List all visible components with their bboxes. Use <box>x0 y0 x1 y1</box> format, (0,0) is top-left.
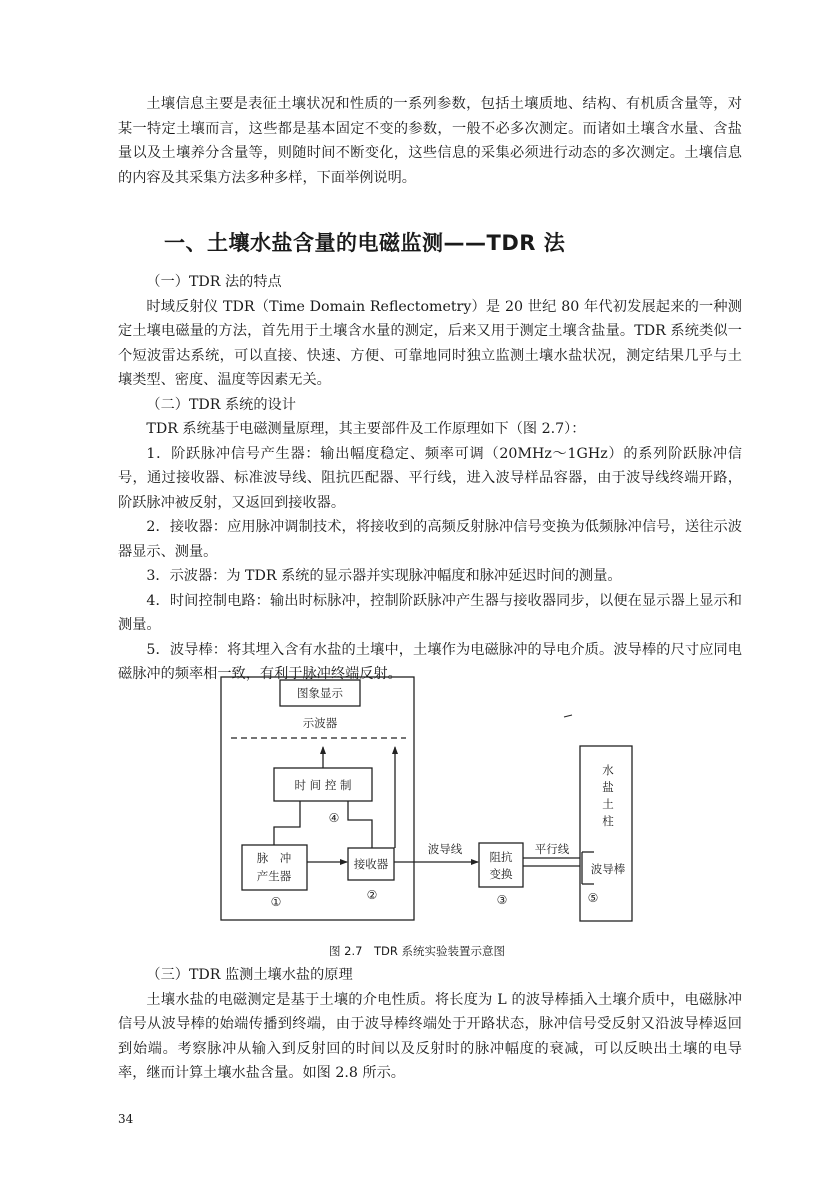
soil-col-char-3: 土 <box>602 797 614 811</box>
soil-col-char-4: 柱 <box>602 814 614 828</box>
marker-3: ③ <box>496 893 508 907</box>
marker-5: ⑤ <box>587 891 599 905</box>
soil-col-char-2: 盐 <box>602 780 614 794</box>
sec3-title: （三）TDR 监测土壤水盐的原理 <box>146 967 353 983</box>
sec2-item-4: 4．时间控制电路：输出时标脉冲，控制阶跃脉冲产生器与接收器同步，以便在显示器上显示和测量。 <box>118 592 742 633</box>
impedance-label-1: 阻抗 <box>489 850 513 864</box>
waveguide-label: 波导线 <box>427 842 463 856</box>
display-label: 图象显示 <box>297 686 343 700</box>
marker-1: ① <box>270 895 282 909</box>
pulse-label-2: 产生器 <box>256 869 292 883</box>
receiver-label: 接收器 <box>353 857 389 871</box>
sec2-item-2: 2．接收器：应用脉冲调制技术，将接收到的高频反射脉冲信号变换为低频脉冲信号，送往示波器显示、测量。 <box>118 519 742 560</box>
parallel-label: 平行线 <box>534 842 570 856</box>
marker-4: ④ <box>328 811 340 825</box>
section-heading: 一、土壤水盐含量的电磁监测——TDR 法 <box>164 231 566 255</box>
impedance-label-2: 变换 <box>489 867 513 881</box>
intro-paragraph: 土壤信息主要是表征土壤状况和性质的一系列参数，包括土壤质地、结构、有机质含量等，对某一特定土壤而言，这些都是基本固定不变的参数，一般不必多次测定。而诸如土壤含水量、含盐量以及土壤养分含量等，则随时间不断变化，这些信息的采集必须进行动态的多次测定。土壤信息的内容及其采集方法多种多样，下面举例说明。 <box>118 96 742 186</box>
soil-col-char-1: 水 <box>602 763 614 777</box>
sec3-body: 土壤水盐的电磁测定是基于土壤的介电性质。将长度为 L 的波导棒插入土壤介质中，电磁脉冲信号从波导棒的始端传播到终端，由于波导棒终端处于开路状态，脉冲信号受反射又沿波导棒返回到始端。考察脉冲从输入到反射回的时间以及反射时的脉冲幅度的衰减，可以反映出土壤的电导率，继而计算土壤水盐含量。如图 2.8 所示。 <box>118 991 742 1081</box>
sec1-title: （一）TDR 法的特点 <box>146 274 282 290</box>
sec2-lead: TDR 系统基于电磁测量原理，其主要部件及工作原理如下（图 2.7）： <box>146 421 586 437</box>
marker-2: ② <box>366 888 378 902</box>
pulse-label-1: 脉 冲 <box>256 851 292 865</box>
sec2-item-1: 1．阶跃脉冲信号产生器：输出幅度稳定、频率可调（20MHz～1GHz）的系列阶跃脉冲信号，通过接收器、标准波导线、阻抗匹配器、平行线，进入波导样品容器，由于波导线终端开路，阶跃脉冲被反射，又返回到接收器。 <box>118 445 742 511</box>
sec2-item-5: 5．波导棒：将其埋入含有水盐的土壤中，土壤作为电磁脉冲的导电介质。波导棒的尺寸应同电磁脉冲的频率相一致，有利于脉冲终端反射。 <box>118 641 742 682</box>
sec3-block <box>118 963 742 1086</box>
figure-caption: 图 2.7 TDR 系统实验装置示意图 <box>329 944 505 958</box>
page-number: 34 <box>118 1112 134 1126</box>
sec1-body: 时域反射仪 TDR（Time Domain Reflectometry）是 20 世纪 80 年代初发展起来的一种测定土壤电磁量的方法，首先用于土壤含水量的测定，后来又用于测定土壤含盐量。TDR 系统类似一个短波雷达系统，可以直接、快速、方便、可靠地同时独立监测土壤水盐状况，测定结果几乎与土壤类型、密度、温度等因素无关。 <box>118 298 742 388</box>
device-frame <box>221 677 414 920</box>
timing-label: 时 间 控 制 <box>294 778 352 792</box>
sec2-title: （二）TDR 系统的设计 <box>146 396 296 413</box>
probe-label: 波导棒 <box>590 862 626 876</box>
oscilloscope-label: 示波器 <box>302 716 338 730</box>
sec2-item-3: 3．示波器：为 TDR 系统的显示器并实现脉冲幅度和脉冲延迟时间的测量。 <box>146 568 622 584</box>
